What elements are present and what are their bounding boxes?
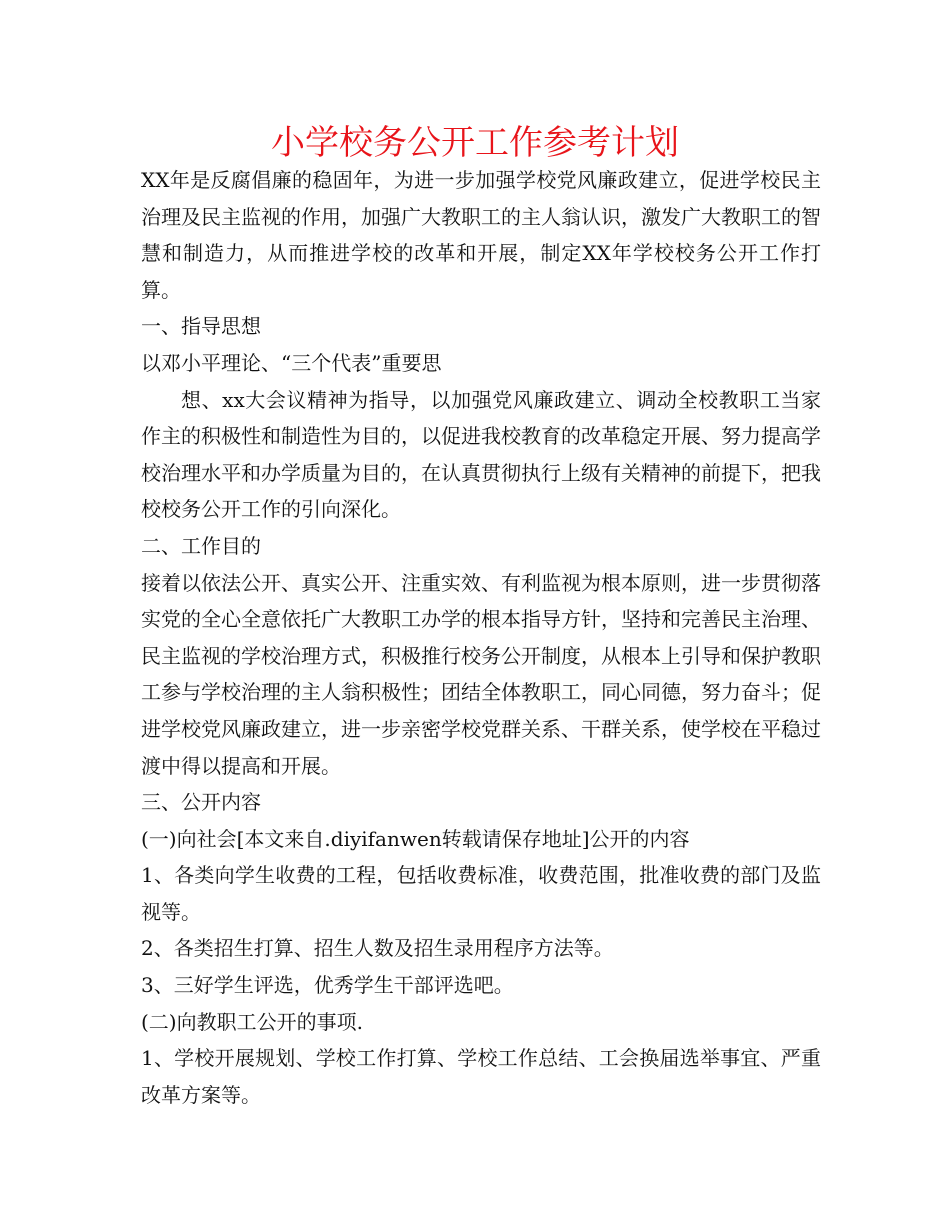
list-item-fees: 1、各类向学生收费的工程，包括收费标准，收费范围，批准收费的部门及监视等。: [141, 863, 821, 924]
document-title: 小学校务公开工作参考计划: [271, 123, 679, 163]
list-item-student-selection: 3、三好学生评选，优秀学生干部评选吧。: [141, 973, 514, 998]
paragraph-guiding-ideology-start: 以邓小平理论、“三个代表”重要思: [141, 350, 442, 375]
paragraph-intro: XX年是反腐倡廉的稳固年，为进一步加强学校党风廉政建立，促进学校民主治理及民主监视的作用，加强广大教职工的主人翁认识，激发广大教职工的智慧和制造力，从而推进学校的改革和开展，制定XX年学校校务公开工作打算。: [141, 168, 821, 302]
document-body: [141, 162, 821, 1113]
list-item-school-planning: 1、学校开展规划、学校工作打算、学校工作总结、工会换届选举事宜、严重改革方案等。: [141, 1046, 821, 1107]
section-heading-public-content: 三、公开内容: [141, 790, 261, 815]
subheading-public-to-society: (一)向社会[本文来自.diyifanwen转载请保存地址]公开的内容: [141, 826, 690, 851]
list-item-enrollment: 2、各类招生打算、招生人数及招生录用程序方法等。: [141, 936, 614, 961]
paragraph-guiding-ideology-continued: 想、xx大会议精神为指导，以加强党风廉政建立、调动全校教职工当家作主的积极性和制造性为目的，以促进我校教育的改革稳定开展、努力提高学校治理水平和办学质量为目的，在认真贯彻执行上级有关精神的前提下，把我校校务公开工作的引向深化。: [141, 387, 821, 522]
paragraph-work-goals: 接着以依法公开、真实公开、注重实效、有利监视为根本原则，进一步贯彻落实党的全心全意依托广大教职工办学的根本指导方针，坚持和完善民主治理、民主监视的学校治理方式，积极推行校务公开制度，从根本上引导和保护教职工参与学校治理的主人翁积极性；团结全体教职工，同心同德，努力奋斗；促进学校党风廉政建立，进一步亲密学校党群关系、干群关系，使学校在平稳过渡中得以提高和开展。: [141, 570, 821, 778]
subheading-public-to-staff: (二)向教职工公开的事项.: [141, 1009, 363, 1034]
section-heading-guiding-ideology: 一、指导思想: [141, 314, 261, 339]
section-heading-work-goals: 二、工作目的: [141, 533, 261, 558]
